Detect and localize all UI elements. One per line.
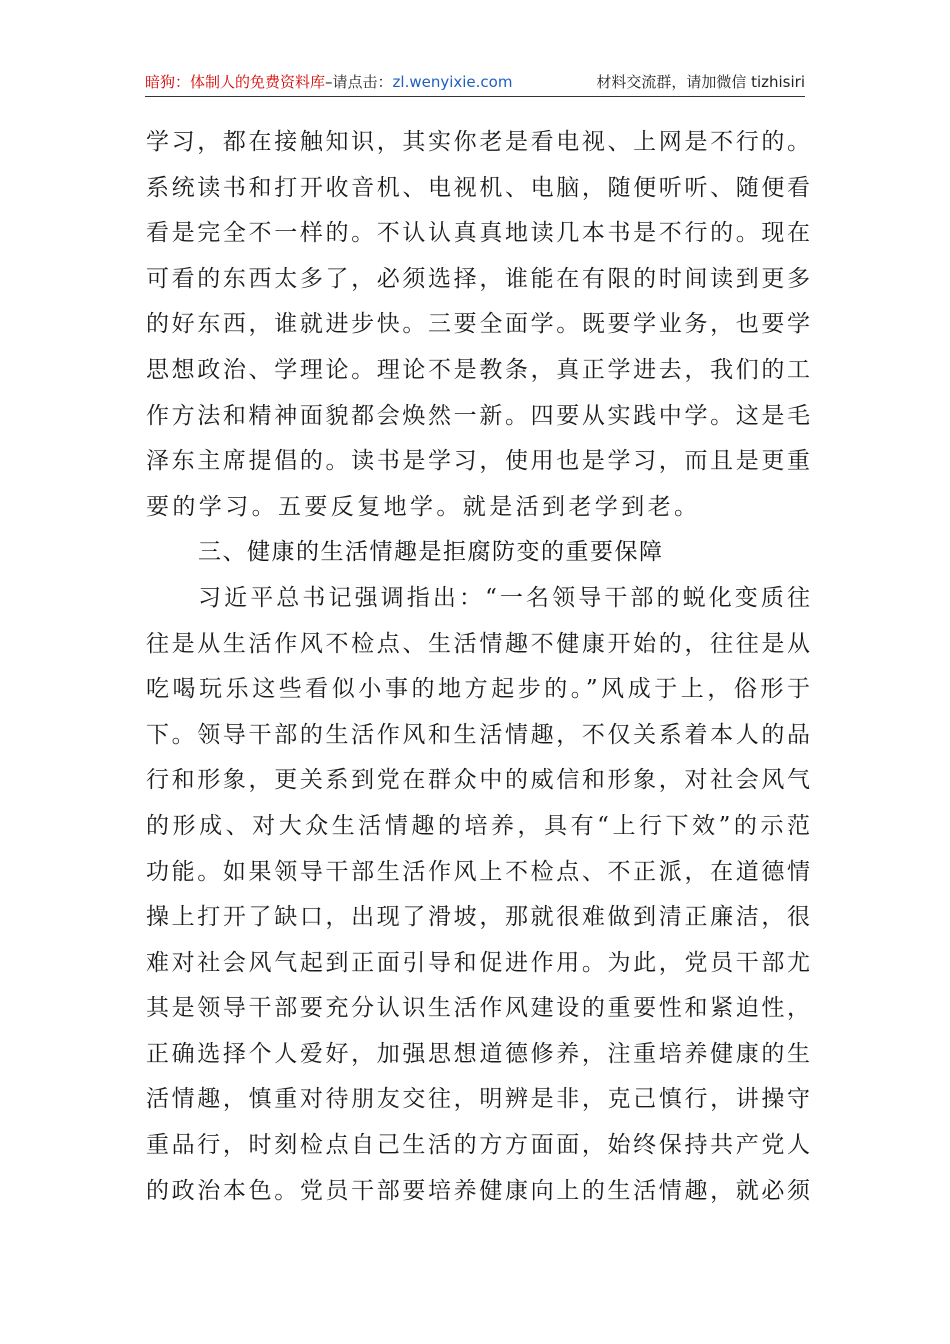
paragraph-line: 学习，都在接触知识，其实你老是看电视、上网是不行的。 — [146, 129, 810, 155]
header-click-prompt: –请点击： — [325, 73, 393, 91]
header-divider — [145, 96, 805, 97]
paragraph-line: 的形成、对大众生活情趣的培养，具有“上行下效”的示范 — [146, 812, 810, 839]
paragraph-last-line: 要的学习。五要反复地学。就是活到老学到老。 — [146, 493, 701, 520]
paragraph-line: 的好东西，谁就进步快。三要全面学。既要学业务，也要学 — [146, 311, 810, 338]
header-url-link[interactable]: zl.wenyixie.com — [392, 73, 513, 91]
page-header — [145, 70, 805, 94]
paragraph-first-line: 习近平总书记强调指出：“一名领导干部的蜕化变质往 — [198, 584, 810, 611]
header-site-name[interactable]: 暗狗：体制人的免费资料库 — [145, 73, 326, 91]
paragraph-line: 下。领导干部的生活作风和生活情趣，不仅关系着本人的品 — [146, 721, 810, 748]
header-group-note: 材料交流群，请加微信 tizhisiri — [596, 73, 805, 91]
paragraph-line: 看是完全不一样的。不认认真真地读几本书是不行的。现在 — [146, 220, 810, 247]
paragraph-line: 活情趣，慎重对待朋友交往，明辨是非，克己慎行，讲操守 — [146, 1086, 810, 1113]
paragraph-line: 难对社会风气起到正面引导和促进作用。为此，党员干部尤 — [146, 949, 810, 976]
paragraph-line: 正确选择个人爱好，加强思想道德修养，注重培养健康的生 — [146, 1040, 810, 1067]
paragraph-line: 往是从生活作风不检点、生活情趣不健康开始的，往往是从 — [146, 630, 810, 657]
paragraph-line: 的政治本色。党员干部要培养健康向上的生活情趣，就必须 — [146, 1177, 810, 1204]
paragraph-line: 吃喝玩乐这些看似小事的地方起步的。”风成于上，俗形于 — [146, 676, 810, 703]
paragraph-line: 思想政治、学理论。理论不是教条，真正学进去，我们的工 — [146, 356, 810, 383]
paragraph-line: 操上打开了缺口，出现了滑坡，那就很难做到清正廉洁，很 — [146, 904, 810, 931]
section-heading: 三、健康的生活情趣是拒腐防变的重要保障 — [198, 539, 664, 566]
paragraph-line: 功能。如果领导干部生活作风上不检点、不正派，在道德情 — [146, 858, 810, 885]
paragraph-line: 其是领导干部要充分认识生活作风建设的重要性和紧迫性， — [146, 995, 810, 1022]
paragraph-line: 可看的东西太多了，必须选择，谁能在有限的时间读到更多 — [146, 265, 810, 292]
paragraph-line: 系统读书和打开收音机、电视机、电脑，随便听听、随便看 — [146, 174, 810, 201]
paragraph-line: 行和形象，更关系到党在群众中的威信和形象，对社会风气 — [146, 767, 810, 794]
document-body — [146, 120, 810, 1214]
paragraph-line: 作方法和精神面貌都会焕然一新。四要从实践中学。这是毛 — [146, 402, 810, 429]
paragraph-line: 重品行，时刻检点自己生活的方方面面，始终保持共产党人 — [146, 1132, 810, 1159]
paragraph-line: 泽东主席提倡的。读书是学习，使用也是学习，而且是更重 — [146, 448, 810, 475]
